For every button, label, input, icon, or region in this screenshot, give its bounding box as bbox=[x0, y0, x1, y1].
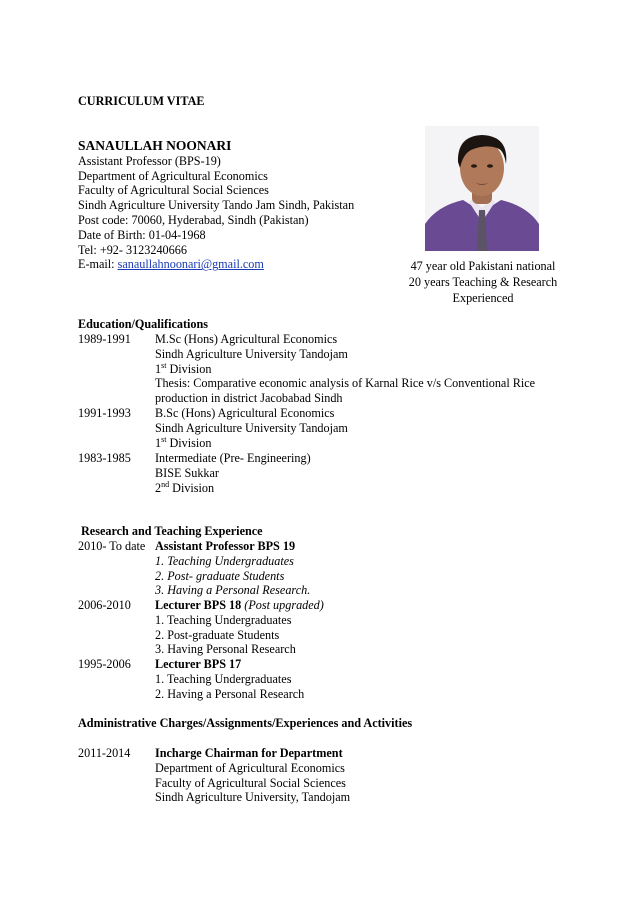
division-text: Division bbox=[166, 361, 212, 376]
education-heading: Education/Qualifications bbox=[78, 317, 209, 331]
education-years: 1991-1993 bbox=[78, 406, 131, 420]
experience-details bbox=[155, 598, 324, 657]
email-line bbox=[78, 257, 354, 272]
education-details bbox=[155, 332, 535, 406]
duty-item: 2. Having a Personal Research bbox=[155, 686, 305, 701]
division-text: Division bbox=[169, 480, 215, 495]
designation: Assistant Professor (BPS-19) bbox=[78, 153, 221, 168]
division-suffix: st bbox=[161, 360, 167, 370]
profile-photo bbox=[425, 126, 539, 251]
photo-caption bbox=[388, 258, 578, 306]
person-name: SANAULLAH NOONARI bbox=[78, 138, 232, 153]
duty-item: 1. Teaching Undergraduates bbox=[155, 612, 292, 627]
telephone: Tel: +92- 3123240666 bbox=[78, 242, 187, 257]
duty-item: 3. Having a Personal Research. bbox=[155, 583, 311, 598]
duty-item: 1. Teaching Undergraduates bbox=[155, 553, 294, 568]
division-suffix: st bbox=[161, 434, 167, 444]
experience-years: 1995-2006 bbox=[78, 657, 131, 671]
division-text: Division bbox=[166, 435, 212, 450]
education-details bbox=[155, 406, 348, 450]
admin-title: Incharge Chairman for Department bbox=[155, 746, 343, 760]
caption-line: Experienced bbox=[452, 291, 514, 305]
experience-details bbox=[155, 539, 310, 598]
degree: M.Sc (Hons) Agricultural Economics bbox=[155, 332, 338, 346]
education-years: 1989-1991 bbox=[78, 332, 131, 346]
department: Department of Agricultural Economics bbox=[78, 168, 268, 183]
admin-line: Faculty of Agricultural Social Sciences bbox=[155, 775, 346, 790]
email-link[interactable]: sanaullahnoonari@gmail.com bbox=[117, 257, 264, 272]
division bbox=[155, 436, 348, 451]
position-title: Lecturer BPS 18 bbox=[155, 598, 242, 612]
thesis-line: production in district Jacobabad Sindh bbox=[155, 391, 343, 406]
admin-heading: Administrative Charges/Assignments/Experiences and Activities bbox=[78, 716, 413, 730]
experience-details bbox=[155, 657, 304, 701]
division bbox=[155, 362, 535, 377]
position-note: (Post upgraded) bbox=[241, 598, 324, 612]
thesis-line: Thesis: Comparative economic analysis of Karnal Rice v/s Conventional Rice bbox=[155, 376, 536, 391]
experience-heading: Research and Teaching Experience bbox=[81, 524, 263, 538]
document-title: CURRICULUM VITAE bbox=[78, 94, 205, 108]
institution: Sindh Agriculture University Tandojam bbox=[155, 420, 348, 435]
date-of-birth: Date of Birth: 01-04-1968 bbox=[78, 227, 206, 242]
faculty: Faculty of Agricultural Social Sciences bbox=[78, 183, 269, 198]
institution: BISE Sukkar bbox=[155, 465, 219, 480]
duty-item: 3. Having Personal Research bbox=[155, 642, 296, 657]
admin-years: 2011-2014 bbox=[78, 746, 131, 760]
duty-item: 1. Teaching Undergraduates bbox=[155, 671, 292, 686]
university: Sindh Agriculture University Tando Jam Sindh, Pakistan bbox=[78, 198, 355, 213]
degree: B.Sc (Hons) Agricultural Economics bbox=[155, 406, 335, 420]
position-title: Assistant Professor BPS 19 bbox=[155, 539, 296, 553]
division-suffix: nd bbox=[161, 479, 170, 489]
education-years: 1983-1985 bbox=[78, 451, 131, 465]
caption-line: 47 year old Pakistani national bbox=[410, 259, 556, 273]
division bbox=[155, 481, 311, 496]
portrait-image bbox=[425, 126, 539, 251]
email-label: E-mail: bbox=[78, 257, 118, 272]
position-line bbox=[155, 598, 324, 613]
degree: Intermediate (Pre- Engineering) bbox=[155, 451, 311, 465]
admin-line: Sindh Agriculture University, Tandojam bbox=[155, 790, 351, 805]
admin-line: Department of Agricultural Economics bbox=[155, 760, 345, 775]
division-number: 1 bbox=[155, 435, 162, 450]
experience-years: 2010- To date bbox=[78, 539, 146, 553]
institution: Sindh Agriculture University Tandojam bbox=[155, 346, 348, 361]
caption-line: 20 years Teaching & Research bbox=[408, 275, 558, 289]
personal-info bbox=[78, 139, 354, 272]
duty-item: 2. Post-graduate Students bbox=[155, 627, 280, 642]
education-details bbox=[155, 451, 311, 495]
duty-item: 2. Post- graduate Students bbox=[155, 568, 285, 583]
admin-details bbox=[155, 746, 350, 805]
position-title: Lecturer BPS 17 bbox=[155, 657, 242, 671]
division-number: 1 bbox=[155, 361, 162, 376]
post-code: Post code: 70060, Hyderabad, Sindh (Pakistan) bbox=[78, 212, 309, 227]
experience-years: 2006-2010 bbox=[78, 598, 131, 612]
division-number: 2 bbox=[155, 480, 162, 495]
